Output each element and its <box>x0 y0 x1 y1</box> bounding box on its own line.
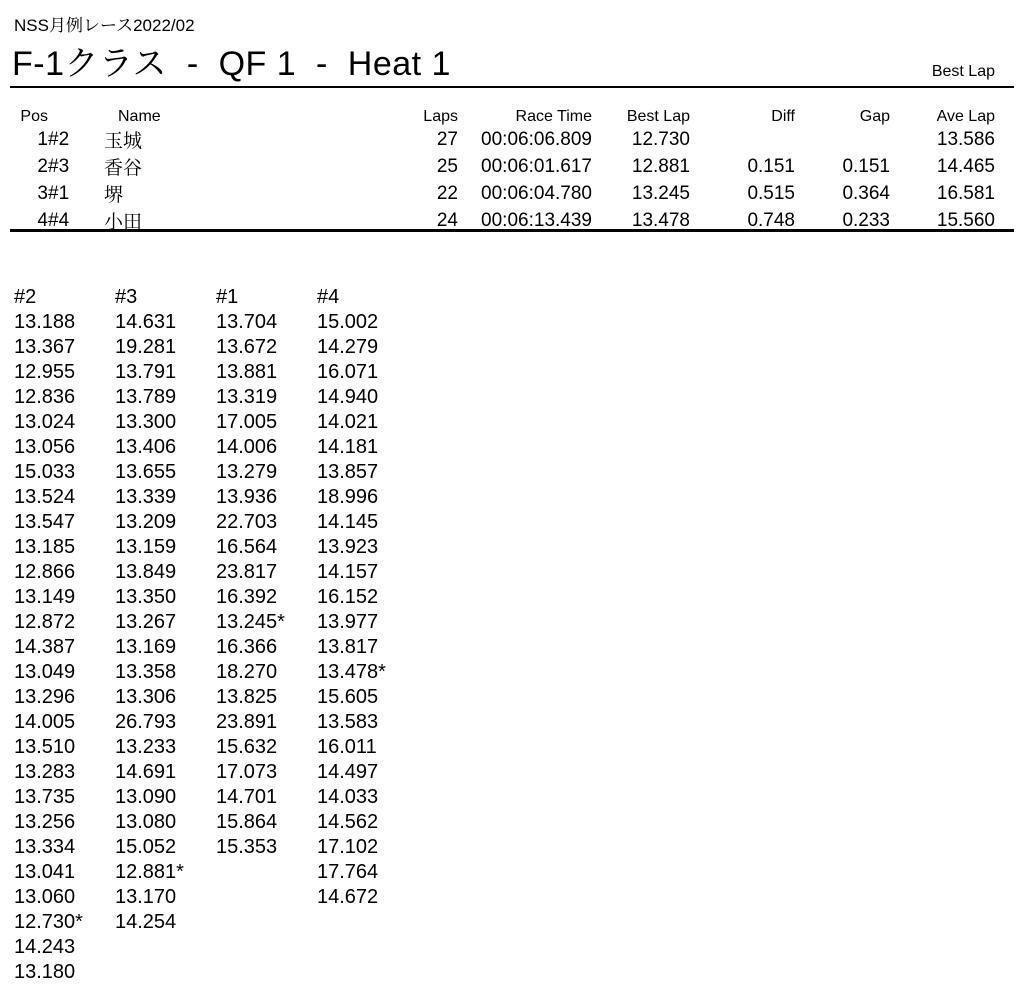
ave-lap-cell: 16.581 <box>936 182 995 204</box>
driver-name-cell: 堺 <box>104 185 124 206</box>
lap-column-header: #1 <box>216 286 239 308</box>
pos-cell: 4 <box>37 209 48 231</box>
lap-time-value: 15.052 <box>115 836 177 858</box>
race-time-cell: 00:06:13.439 <box>481 209 592 231</box>
driver-name-cell: 玉城 <box>104 131 143 152</box>
driver-name-cell: 小田 <box>104 212 143 233</box>
lap-time-value: 12.955 <box>14 361 76 383</box>
lap-time-value: 14.497 <box>317 761 379 783</box>
lap-time-value: 13.188 <box>14 311 76 333</box>
lap-time-value: 13.056 <box>14 436 76 458</box>
lap-time-value: 13.704 <box>216 311 278 333</box>
diff-cell: 0.151 <box>747 155 795 177</box>
lap-time-value: 13.041 <box>14 861 76 883</box>
laps-cell: 22 <box>436 182 458 204</box>
event-label: NSS月例レース2022/02 <box>14 16 195 35</box>
col-header-ave-lap: Ave Lap <box>936 108 995 125</box>
diff-cell: 0.748 <box>747 209 795 231</box>
lap-time-value: 14.021 <box>317 411 379 433</box>
result-row <box>0 126 995 153</box>
lap-time-value: 15.864 <box>216 811 278 833</box>
col-header-car <box>48 102 104 126</box>
lap-time-value: 19.281 <box>115 336 177 358</box>
ave-lap-cell: 15.560 <box>936 209 995 231</box>
lap-time-value: 13.080 <box>115 811 177 833</box>
lap-time-value: 13.672 <box>216 336 278 358</box>
lap-time-value: 14.631 <box>115 311 177 333</box>
lap-time-value: 13.233 <box>115 736 177 758</box>
col-header-gap: Gap <box>859 108 890 125</box>
result-row <box>0 153 995 180</box>
gap-cell: 0.364 <box>842 182 890 204</box>
lap-time-value: 13.547 <box>14 511 76 533</box>
col-header-diff: Diff <box>771 108 795 125</box>
lap-time-value: 13.936 <box>216 486 278 508</box>
lap-time-value: 13.849 <box>115 561 177 583</box>
lap-time-value: 12.730* <box>14 911 83 933</box>
lap-time-value: 12.836 <box>14 386 76 408</box>
lap-time-value: 13.478* <box>317 661 386 683</box>
lap-time-value: 13.791 <box>115 361 177 383</box>
lap-time-value: 26.793 <box>115 711 177 733</box>
lap-time-value: 13.267 <box>115 611 177 633</box>
lap-time-value: 13.817 <box>317 636 379 658</box>
race-time-cell: 00:06:01.617 <box>481 155 592 177</box>
lap-time-value: 13.209 <box>115 511 177 533</box>
gap-cell <box>795 126 890 153</box>
lap-time-value: 13.170 <box>115 886 177 908</box>
lap-time-value: 15.002 <box>317 311 379 333</box>
race-time-cell: 00:06:04.780 <box>481 182 592 204</box>
lap-time-value: 13.279 <box>216 461 278 483</box>
lap-time-value: 17.073 <box>216 761 278 783</box>
diff-cell: 0.515 <box>747 182 795 204</box>
pos-cell: 3 <box>37 182 48 204</box>
best-lap-cell: 13.245 <box>631 182 690 204</box>
race-time-cell: 00:06:06.809 <box>481 128 592 150</box>
gap-cell: 0.151 <box>842 155 890 177</box>
diff-cell <box>690 126 795 153</box>
lap-time-value: 14.145 <box>317 511 379 533</box>
lap-time-value: 14.279 <box>317 336 379 358</box>
lap-time-value: 13.159 <box>115 536 177 558</box>
lap-time-value: 15.632 <box>216 736 278 758</box>
lap-time-value: 14.033 <box>317 786 379 808</box>
lap-time-value: 13.283 <box>14 761 76 783</box>
best-lap-cell: 12.881 <box>631 155 690 177</box>
lap-time-value: 16.366 <box>216 636 278 658</box>
lap-time-value: 13.300 <box>115 411 177 433</box>
lap-time-value: 22.703 <box>216 511 278 533</box>
lap-time-value: 13.358 <box>115 661 177 683</box>
lap-time-value: 17.005 <box>216 411 278 433</box>
sort-mode-label: Best Lap <box>931 63 995 80</box>
lap-time-value: 16.392 <box>216 586 278 608</box>
lap-time-value: 13.583 <box>317 711 379 733</box>
lap-time-value: 13.180 <box>14 961 76 983</box>
lap-time-value: 12.866 <box>14 561 76 583</box>
lap-times-section <box>0 285 1024 999</box>
lap-time-value: 13.524 <box>14 486 76 508</box>
lap-column-header: #4 <box>317 286 340 308</box>
lap-time-value: 18.270 <box>216 661 278 683</box>
lap-time-value: 16.071 <box>317 361 379 383</box>
lap-time-value: 13.510 <box>14 736 76 758</box>
lap-time-value: 13.923 <box>317 536 379 558</box>
lap-time-value: 18.996 <box>317 486 379 508</box>
car-number-cell: #2 <box>48 128 70 150</box>
lap-time-value: 13.049 <box>14 661 76 683</box>
lap-time-value: 13.334 <box>14 836 76 858</box>
lap-time-value: 14.006 <box>216 436 278 458</box>
lap-column <box>115 285 211 935</box>
lap-time-value: 14.562 <box>317 811 379 833</box>
lap-time-value: 13.090 <box>115 786 177 808</box>
lap-time-value: 12.872 <box>14 611 76 633</box>
best-lap-cell: 13.478 <box>631 209 690 231</box>
lap-time-value: 13.185 <box>14 536 76 558</box>
result-row <box>0 207 995 234</box>
lap-time-value: 14.157 <box>317 561 379 583</box>
lap-time-value: 13.339 <box>115 486 177 508</box>
col-header-best-lap: Best Lap <box>626 108 690 125</box>
lap-time-value: 14.691 <box>115 761 177 783</box>
gap-cell: 0.233 <box>842 209 890 231</box>
lap-time-value: 13.149 <box>14 586 76 608</box>
lap-time-value: 16.152 <box>317 586 379 608</box>
lap-time-value: 14.701 <box>216 786 278 808</box>
pos-cell: 2 <box>37 155 48 177</box>
laps-cell: 24 <box>436 209 458 231</box>
laps-cell: 27 <box>436 128 458 150</box>
lap-time-value: 13.857 <box>317 461 379 483</box>
col-header-laps: Laps <box>423 108 458 125</box>
lap-column <box>14 285 110 985</box>
lap-time-value: 13.060 <box>14 886 76 908</box>
lap-column <box>216 285 312 860</box>
lap-time-value: 13.256 <box>14 811 76 833</box>
lap-time-value: 13.306 <box>115 686 177 708</box>
car-number-cell: #3 <box>48 155 70 177</box>
lap-time-value: 13.406 <box>115 436 177 458</box>
results-table <box>0 102 995 234</box>
lap-time-value: 13.245* <box>216 611 285 633</box>
lap-time-value: 17.102 <box>317 836 379 858</box>
lap-time-value: 13.735 <box>14 786 76 808</box>
lap-column-header: #3 <box>115 286 138 308</box>
lap-column-header: #2 <box>14 286 37 308</box>
lap-time-value: 17.764 <box>317 861 379 883</box>
lap-time-value: 14.243 <box>14 936 76 958</box>
lap-time-value: 15.605 <box>317 686 379 708</box>
ave-lap-cell: 14.465 <box>936 155 995 177</box>
col-header-name: Name <box>118 108 161 125</box>
lap-time-value: 14.254 <box>115 911 177 933</box>
lap-time-value: 13.655 <box>115 461 177 483</box>
lap-time-value: 13.881 <box>216 361 278 383</box>
lap-time-value: 13.024 <box>14 411 76 433</box>
pos-cell: 1 <box>37 128 48 150</box>
lap-time-value: 15.033 <box>14 461 76 483</box>
best-lap-cell: 12.730 <box>631 128 690 150</box>
lap-time-value: 13.169 <box>115 636 177 658</box>
title-divider <box>10 86 1014 88</box>
col-header-pos: Pos <box>20 108 48 125</box>
lap-time-value: 13.367 <box>14 336 76 358</box>
lap-time-value: 13.350 <box>115 586 177 608</box>
car-number-cell: #4 <box>48 209 70 231</box>
lap-time-value: 13.977 <box>317 611 379 633</box>
driver-name-cell: 香谷 <box>104 158 143 179</box>
laps-cell: 25 <box>436 155 458 177</box>
results-header-row <box>0 102 995 126</box>
result-row <box>0 180 995 207</box>
lap-time-value: 13.789 <box>115 386 177 408</box>
lap-time-value: 14.387 <box>14 636 76 658</box>
lap-time-value: 16.011 <box>317 736 377 758</box>
page-title: F-1クラス - QF 1 - Heat 1 <box>12 45 451 83</box>
col-header-race-time: Race Time <box>515 108 592 125</box>
lap-time-value: 15.353 <box>216 836 278 858</box>
lap-time-value: 23.891 <box>216 711 278 733</box>
lap-time-value: 13.296 <box>14 686 76 708</box>
lap-time-value: 12.881* <box>115 861 184 883</box>
ave-lap-cell: 13.586 <box>936 128 995 150</box>
lap-time-value: 14.672 <box>317 886 379 908</box>
lap-time-value: 23.817 <box>216 561 278 583</box>
lap-time-value: 14.940 <box>317 386 379 408</box>
car-number-cell: #1 <box>48 182 70 204</box>
lap-time-value: 14.005 <box>14 711 76 733</box>
lap-time-value: 16.564 <box>216 536 278 558</box>
lap-time-value: 14.181 <box>317 436 379 458</box>
lap-column <box>317 285 413 910</box>
lap-time-value: 13.825 <box>216 686 278 708</box>
lap-time-value: 13.319 <box>216 386 278 408</box>
results-body <box>0 126 995 234</box>
